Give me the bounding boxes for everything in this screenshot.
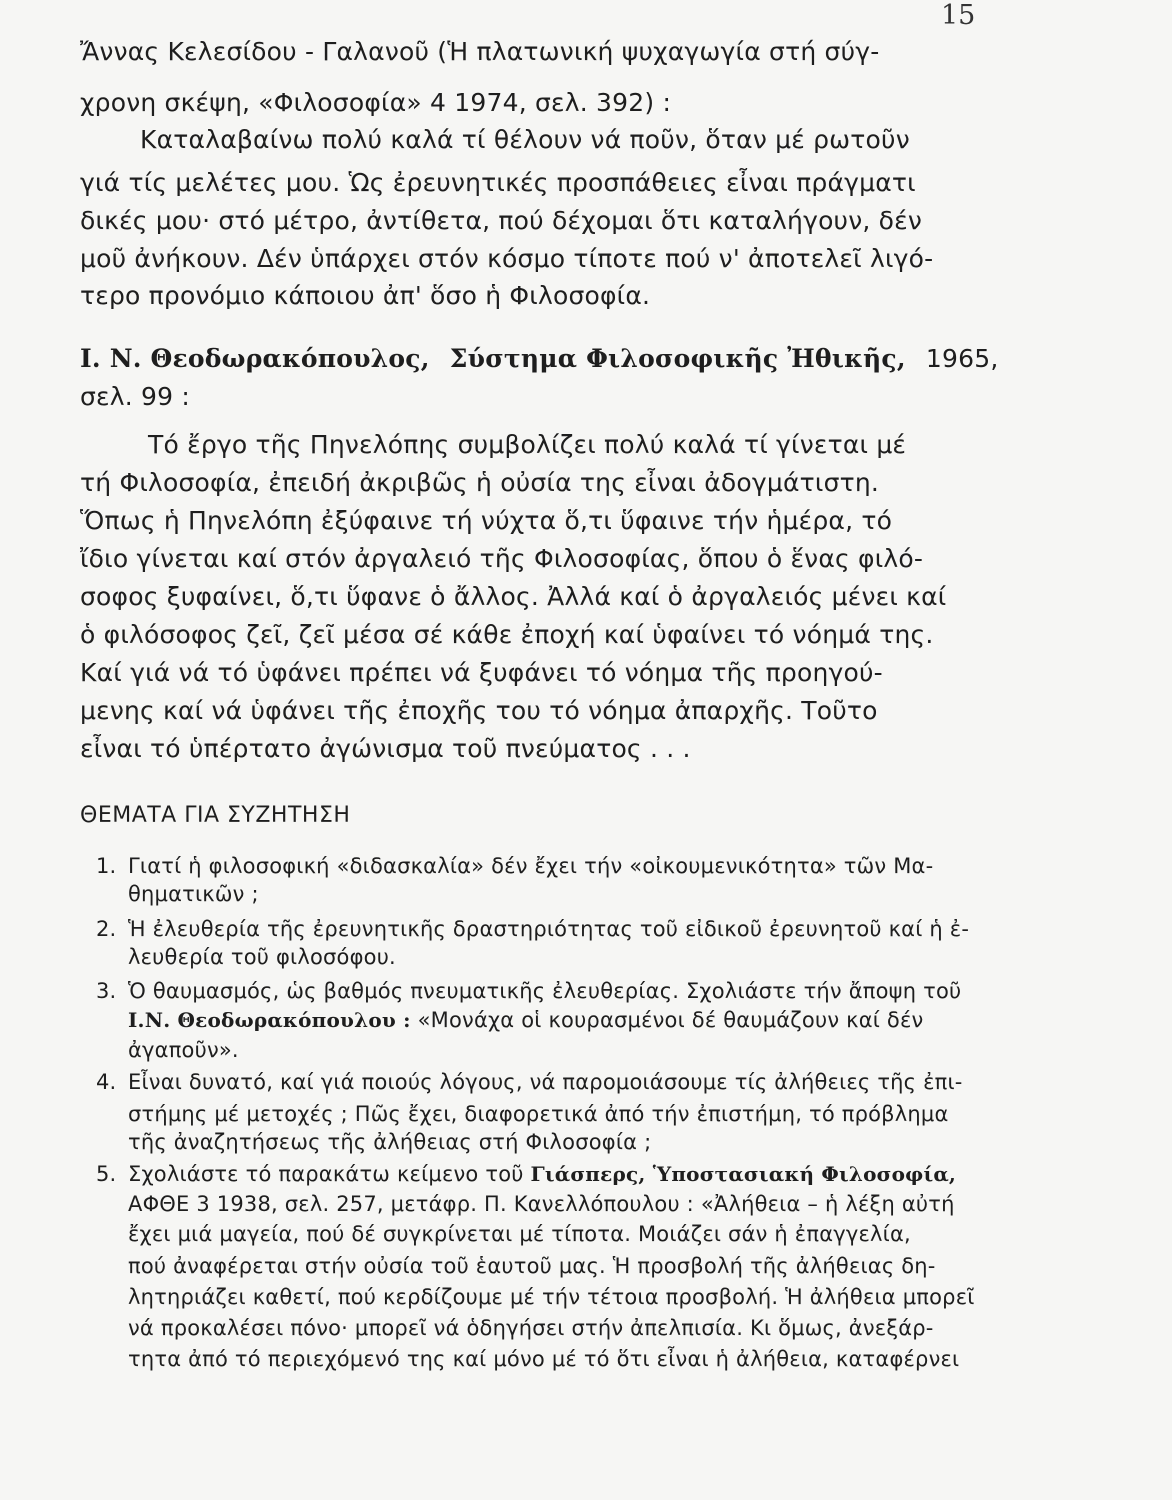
quote1-body-line-2: γιά τίς μελέτες μου. Ὡς ἐρευνητικές προσπάθειες εἶναι πράγματι — [80, 168, 916, 197]
quote1-source-line-1: Ἄννας Κελεσίδου - Γαλανοῦ (Ἡ πλατωνική ψυχαγωγία στή σύγ- — [80, 37, 880, 66]
quote1-body-line-3: δικές μου· στό μέτρο, ἀντίθετα, πού δέχομαι ὅτι καταλήγουν, δέν — [80, 206, 923, 235]
quote1-body-line-4: μοῦ ἀνήκουν. Δέν ὑπάρχει στόν κόσμο τίποτε πού ν' ἀποτελεῖ λιγό- — [80, 244, 934, 273]
q1-line-1 — [96, 852, 933, 880]
q3-text-1: Ὁ θαυμασμός, ὡς βαθμός πνευματικῆς ἐλευθερίας. Σχολιάστε τήν ἄποψη τοῦ — [128, 979, 962, 1003]
q2-text-1: Ἡ ἐλευθερία τῆς ἐρευνητικῆς δραστηριότητας τοῦ εἰδικοῦ ἐρευνητοῦ καί ἡ ἐ- — [128, 917, 970, 941]
q5-line-4: πού ἀναφέρεται στήν οὐσία τοῦ ἑαυτοῦ μας. Ἡ προσβολή τῆς ἀλήθειας δη- — [128, 1254, 936, 1278]
quote2-body-line-9: εἶναι τό ὑπέρτατο ἀγώνισμα τοῦ πνεύματος . . . — [80, 734, 691, 763]
quote2-year: 1965, — [925, 344, 999, 373]
quote1-body-line-1: Καταλαβαίνω πολύ καλά τί θέλουν νά ποῦν, ὅταν μέ ρωτοῦν — [140, 125, 910, 154]
q5-number: 5. — [96, 1162, 117, 1186]
q3-quote: «Μονάχα οἱ κουρασμένοι δέ θαυμάζουν καί δέν — [417, 1008, 924, 1032]
page-number: 15 — [941, 0, 976, 31]
quote2-body-line-5: σοφος ξυφαίνει, ὅ,τι ὕφανε ὁ ἄλλος. Ἀλλά καί ὁ ἀργαλειός μένει καί — [80, 582, 947, 611]
quote2-body-line-2: τή Φιλοσοφία, ἐπειδή ἀκριβῶς ἡ οὐσία της εἶναι ἀδογμάτιστη. — [80, 468, 880, 497]
q3-number: 3. — [96, 979, 117, 1003]
q1-number: 1. — [96, 854, 117, 878]
q4-line-2: στήμης μέ μετοχές ; Πῶς ἔχει, διαφορετικά ἀπό τήν ἐπιστήμη, τό πρόβλημα — [128, 1102, 949, 1126]
q4-number: 4. — [96, 1070, 117, 1094]
q5-text-1: Σχολιάστε τό παρακάτω κείμενο τοῦ — [128, 1162, 524, 1186]
q2-number: 2. — [96, 917, 117, 941]
q5-line-5: λητηριάζει καθετί, πού κερδίζουμε μέ τήν τέτοια προσβολή. Ἡ ἀλήθεια μπορεῖ — [128, 1285, 975, 1309]
discussion-heading: ΘΕΜΑΤΑ ΓΙΑ ΣΥΖΗΤΗΣΗ — [80, 803, 351, 828]
quote2-body-line-8: μενης καί νά ὑφάνει τῆς ἐποχῆς του τό νόημα ἀπαρχῆς. Τοῦτο — [80, 696, 878, 725]
q1-line-2: θηματικῶν ; — [128, 882, 259, 906]
q5-line-3: ἔχει μιά μαγεία, πού δέ συγκρίνεται μέ τίποτα. Μοιάζει σάν ἡ ἐπαγγελία, — [128, 1222, 911, 1246]
q5-line-6: νά προκαλέσει πόνο· μπορεῖ νά ὁδηγήσει στήν ἀπελπισία. Κι ὅμως, ἀνεξάρ- — [128, 1316, 934, 1340]
q1-text-1: Γιατί ἡ φιλοσοφική «διδασκαλία» δέν ἔχει τήν «οἰκουμενικότητα» τῶν Μα- — [128, 854, 934, 878]
quote1-body-line-5: τερο προνόμιο κάποιου ἀπ' ὅσο ἡ Φιλοσοφία. — [80, 281, 651, 310]
q3-author: Ι.Ν. Θεοδωρακόπουλου : — [128, 1008, 411, 1032]
q3-line-3: ἀγαποῦν». — [128, 1038, 239, 1062]
quote2-author: Ι. Ν. Θεοδωρακόπουλος, — [80, 344, 430, 373]
q2-line-2: λευθερία τοῦ φιλοσόφου. — [128, 945, 396, 969]
q2-line-1 — [96, 915, 969, 943]
q3-line-1 — [96, 977, 961, 1005]
quote2-body-line-1: Τό ἔργο τῆς Πηνελόπης συμβολίζει πολύ καλά τί γίνεται μέ — [148, 430, 907, 459]
q5-line-1 — [96, 1160, 956, 1188]
quote2-citation — [80, 343, 998, 375]
quote2-body-line-4: ἴδιο γίνεται καί στόν ἀργαλειό τῆς Φιλοσοφίας, ὅπου ὁ ἕνας φιλό- — [80, 544, 924, 573]
q5-line-7: τητα ἀπό τό περιεχόμενό της καί μόνο μέ τό ὅτι εἶναι ἡ ἀλήθεια, καταφέρνει — [128, 1347, 960, 1371]
q4-line-3: τῆς ἀναζητήσεως τῆς ἀλήθειας στή Φιλοσοφία ; — [128, 1130, 652, 1154]
q5-line-2: ΑΦΘΕ 3 1938, σελ. 257, μετάφρ. Π. Κανελλόπουλου : «Ἀλήθεια – ἡ λέξη αὐτή — [128, 1192, 955, 1216]
quote2-work: Σύστημα Φιλοσοφικῆς Ἠθικῆς, — [449, 344, 906, 373]
q4-text-1: Εἶναι δυνατό, καί γιά ποιούς λόγους, νά παρομοιάσουμε τίς ἀλήθειες τῆς ἐπι- — [128, 1070, 963, 1094]
quote2-body-line-3: Ὅπως ἡ Πηνελόπη ἐξύφαινε τή νύχτα ὅ,τι ὕφαινε τήν ἡμέρα, τό — [80, 506, 893, 535]
q3-line-2 — [128, 1006, 923, 1034]
q5-work: Γιάσπερς, Ὑποστασιακή Φιλοσοφία, — [530, 1162, 957, 1186]
quote2-body-line-6: ὁ φιλόσοφος ζεῖ, ζεῖ μέσα σέ κάθε ἐποχή καί ὑφαίνει τό νόημά της. — [80, 620, 934, 649]
q4-line-1 — [96, 1068, 963, 1096]
quote1-source-line-2: χρονη σκέψη, «Φιλοσοφία» 4 1974, σελ. 392) : — [80, 88, 672, 117]
quote2-page: σελ. 99 : — [80, 382, 191, 411]
quote2-body-line-7: Καί γιά νά τό ὑφάνει πρέπει νά ξυφάνει τό νόημα τῆς προηγού- — [80, 658, 883, 687]
